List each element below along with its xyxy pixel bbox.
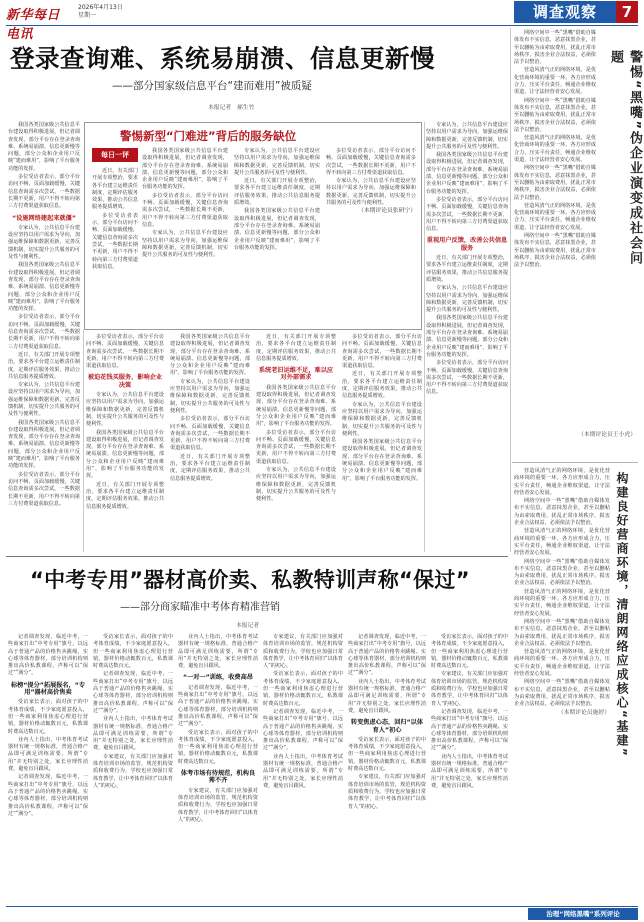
paragraph: 业内人士指出，中考体育考试器材有统一规格标准，普通合格产品即可满足训练需要，所谓“专用”并无特别之处，家长应理性消费，避免盲目跟风。 — [348, 678, 426, 714]
paragraph: 营造风清气正的网络环境，是优化营商环境的重要一环。各方应形成合力，压实平台责任，畅通企业维权渠道，让守法经营者安心发展。 — [514, 528, 610, 557]
paragraph: 近日，有关部门开展专项整治，要求各平台建立运维责任制度，定期评估服务效果，推动公共信息服务提质增效。 — [342, 371, 422, 400]
paragraph: 营造风清气正的网络环境，是优化营商环境的重要一环。各方应形成合力，压实平台责任，畅通企业维权渠道，让守法经营者安心发展。 — [514, 67, 596, 96]
section-head: 标榜“提分”拓展报名，“专用”器材高价售卖 — [10, 681, 86, 697]
commentary-column-2 — [234, 148, 320, 324]
right-divider — [512, 462, 638, 463]
paragraph: 业内人士指出，中考体育考试器材有统一规格标准，普通合格产品即可满足训练需要，所谓“专用”并无特别之处，家长应理性消费，避免盲目跟风。 — [8, 736, 88, 773]
commentary-byline: （本期评论员张研宁） — [358, 208, 416, 215]
section-head: 被迫花钱买服务，影响企业决策 — [87, 374, 163, 389]
paragraph: 多位受访者表示，部分平台访问不畅、页面加载缓慢，关键信息查询需多次尝试，一些数据长期不更新，用户不得不转向第三方付费渠道获取信息。 — [8, 174, 80, 210]
section-head: 系统老旧运维不足，难以应对外部需求 — [258, 367, 334, 382]
paragraph: 记者调查发现，临近中考，一些商家打出“中考专用”旗号，以远高于普通产品的价格售卖跳绳、实心球等体育器材，部分培训机构则推出高价私教课程，声称可以“保过”“满分”。 — [8, 774, 88, 817]
article2-column-6 — [431, 634, 508, 902]
paragraph: 近日，有关部门开展专项整治，要求各平台建立运维责任制度，定期评估服务效果，推动公共信息服务提质增效。 — [234, 178, 320, 207]
paragraph: 受访家长表示，面对孩子的中考体育成绩，不少家庭愿意投入，但一些商家利用焦虑心理进行营销，器材价格动辄数百元，私教课时费高达数百元。 — [93, 634, 173, 670]
paragraph: 营造风清气正的网络环境，是优化营商环境的重要一环。各方应形成合力，压实平台责任，畅通企业维权渠道，让守法经营者安心发展。 — [514, 588, 610, 617]
paragraph: 专家认为，公共信息平台建设应坚持以用户需求为导向，加强运维保障和数据更新，完善反馈机制，切实提升公共服务的可及性与便利性。 — [86, 392, 164, 428]
paragraph: 网络空间中一些“黑嘴”借助自媒体发布不实信息，恶意抹黑企业，甚至以删帖为由索取费用，扰乱正常市场秩序，损害企业合法权益，必须依法予以整治。 — [514, 558, 610, 587]
paragraph: 营造风清气正的网络环境，是优化营商环境的重要一环。各方应形成合力，压实平台责任，畅通企业维权渠道，让守法经营者安心发展。 — [514, 468, 610, 496]
newspaper-logo: 新华每日电讯 — [6, 8, 61, 42]
paragraph: 记者调查发现，临近中考，一些商家打出“中考专用”旗号，以远高于普通产品的价格售卖跳绳、实心球等体育器材，部分培训机构则推出高价私教课程，声称可以“保过”“满分”。 — [178, 684, 258, 728]
paragraph: 记者调查发现，临近中考，一些商家打出“中考专用”旗号，以远高于普通产品的价格售卖跳绳、实心球等体育器材，部分培训机构则推出高价私教课程，声称可以“保过”“满分”。 — [93, 671, 173, 714]
article1-headline: 登录查询难、系统易崩溃、信息更新慢 — [10, 44, 435, 73]
article1-column-6 — [342, 334, 422, 552]
paragraph: 受访家长表示，面对孩子的中考体育成绩，不少家庭愿意投入，但一些商家利用焦虑心理进行营销，器材价格动辄数百元，私教课时费高达数百元。 — [178, 729, 258, 765]
paragraph: 多位受访者表示，部分平台访问不畅、页面加载缓慢，关键信息查询需多次尝试，一些数据长期不更新，用户不得不转向第三方付费渠道获取信息。 — [8, 471, 80, 507]
right-top-byline-wrap — [514, 432, 636, 456]
paragraph: 专家认为，公共信息平台建设应坚持以用户需求为导向，加强运维保障和数据更新，完善反馈机制，切实提升公共服务的可及性与便利性。 — [170, 378, 250, 414]
paragraph: 受访家长表示，面对孩子的中考体育成绩，不少家庭愿意投入，但一些商家利用焦虑心理进行营销，器材价格动辄数百元，私教课时费高达数百元。 — [431, 634, 508, 670]
right-top-byline: （本期评论员王小虎） — [578, 432, 636, 438]
paragraph: 业内人士指出，中考体育考试器材有统一规格标准，普通合格产品即可满足训练需要，所谓“专用”并无特别之处，家长应理性消费，避免盲目跟风。 — [178, 634, 258, 670]
paragraph: 多位受访者表示，部分平台访问不畅、页面加载缓慢，关键信息查询需多次尝试，一些数据长期不更新，用户不得不转向第三方付费渠道获取信息。 — [170, 416, 250, 452]
paragraph: 我国各类国家级公共信息平台建设取得积极进展，但记者调查发现，部分平台存在登录查询难、系统易崩溃、信息更新慢等问题，部分公众和企业用户反映“建而难用”，影响了平台服务功能的发挥。 — [8, 419, 80, 470]
paragraph: 我国各类国家级公共信息平台建设取得积极进展，但记者调查发现，部分平台存在登录查询难、系统易崩溃、信息更新慢等问题，部分公众和企业用户反映“建而难用”，影响了平台服务功能的发挥。 — [142, 148, 228, 191]
article1-byline: 本报记者 郝生竹 — [208, 105, 255, 111]
section-head: “设施网络建起来就僵” — [12, 214, 76, 222]
paragraph: 营造风清气正的网络环境，是优化营商环境的重要一环。各方应形成合力，压实平台责任，畅通企业维权渠道，让守法经营者安心发展。 — [514, 202, 596, 231]
paragraph: 专家认为，公共信息平台建设应坚持以用户需求为导向，加强运维保障和数据更新，完善反馈机制，切实提升公共服务的可及性与便利性。 — [8, 382, 80, 418]
paragraph: 我国各类国家级公共信息平台建设取得积极进展，但记者调查发现，部分平台存在登录查询难、系统易崩溃、信息更新慢等问题，部分公众和企业用户反映“建而难用”，影响了平台服务功能的发挥。 — [170, 334, 250, 377]
paragraph: 我国各类国家级公共信息平台建设取得积极进展，但记者调查发现，部分平台存在登录查询难、系统易崩溃、信息更新慢等问题，部分公众和企业用户反映“建而难用”，影响了平台服务功能的发挥。 — [86, 429, 164, 480]
paragraph: 记者调查发现，临近中考，一些商家打出“中考专用”旗号，以远高于普通产品的价格售卖跳绳、实心球等体育器材，部分培训机构则推出高价私教课程，声称可以“保过”“满分”。 — [8, 634, 88, 677]
paragraph: 业内人士指出，中考体育考试器材有统一规格标准，普通合格产品即可满足训练需要，所谓“专用”并无特别之处，家长应理性消费，避免盲目跟风。 — [263, 753, 343, 789]
paragraph: 营造风清气正的网络环境，是优化营商环境的重要一环。各方应形成合力，压实平台责任，畅通企业维权渠道，让守法经营者安心发展。 — [514, 135, 596, 164]
paragraph: 网络空间中一些“黑嘴”借助自媒体发布不实信息，恶意抹黑企业，甚至以删帖为由索取费用，扰乱正常市场秩序，损害企业合法权益，必须依法予以整治。 — [514, 498, 610, 527]
paragraph: 我国各类国家级公共信息平台建设取得积极进展，但记者调查发现，部分平台存在登录查询难、系统易崩溃、信息更新慢等问题，部分公众和企业用户反映“建而难用”，影响了平台服务功能的发挥。 — [342, 439, 422, 482]
paragraph: 专家认为，公共信息平台建设应坚持以用户需求为导向，加强运维保障和数据更新，完善反馈机制，切实提升公共服务的可及性与便利性。 — [256, 467, 336, 503]
right-top-vertical-head: 警惕“黑嘴”伪企业演变成社会问题 — [608, 50, 642, 267]
paragraph: 记者调查发现，临近中考，一些商家打出“中考专用”旗号，以远高于普通产品的价格售卖跳绳、实心球等体育器材，部分培训机构则推出高价私教课程，声称可以“保过”“满分”。 — [263, 708, 343, 752]
paragraph: 近日，有关部门开展专项整治，要求各平台建立运维责任制度，定期评估服务效果，推动公共信息服务提质增效。 — [86, 481, 164, 510]
paragraph: 专家认为，公共信息平台建设应坚持以用户需求为导向，加强运维保障和数据更新，完善反馈机制，切实提升公共服务的可及性与便利性。 — [426, 285, 508, 314]
article2-byline: 本报记者 — [236, 623, 260, 629]
paragraph: 网络空间中一些“黑嘴”借助自媒体发布不实信息，恶意抹黑企业，甚至以删帖为由索取费用，扰乱正常市场秩序，损害企业合法权益，必须依法予以整治。 — [514, 30, 596, 66]
paragraph: 多位受访者表示，部分平台访问不畅、页面加载缓慢，关键信息查询需多次尝试，一些数据长期不更新，用户不得不转向第三方付费渠道获取信息。 — [426, 360, 508, 396]
column-rule — [510, 28, 511, 552]
paragraph: 专家认为，公共信息平台建设应坚持以用户需求为导向，加强运维保障和数据更新，完善反馈机制，切实提升公共服务的可及性与便利性。 — [234, 148, 320, 176]
date: 2026年4月13日 — [78, 4, 123, 11]
article2-column-5 — [348, 634, 426, 902]
paragraph: 我国各类国家级公共信息平台建设取得积极进展，但记者调查发现，部分平台存在登录查询难、系统易崩溃、信息更新慢等问题，部分公众和企业用户反映“建而难用”，影响了平台服务功能的发挥。 — [426, 152, 508, 195]
paragraph: 专家建议，有关部门应加强对体育培训市场的监管，规范机构资质和收费行为，学校也应加强日常体育教学，让中考体育回归“以体育人”的初心。 — [431, 671, 508, 707]
paragraph: 受访家长表示，面对孩子的中考体育成绩，不少家庭愿意投入，但一些商家利用焦虑心理进行营销，器材价格动辄数百元，私教课时费高达数百元。 — [348, 736, 426, 773]
article1-column-4 — [256, 334, 336, 552]
page-number: 7 — [616, 1, 638, 23]
weekday: 星期一 — [78, 12, 97, 19]
paragraph: 多位受访者表示，部分平台访问不畅、页面加载缓慢，关键信息查询需多次尝试，一些数据长期不更新，用户不得不转向第三方付费渠道获取信息。 — [426, 196, 508, 233]
paragraph: 记者调查发现，临近中考，一些商家打出“中考专用”旗号，以远高于普通产品的价格售卖跳绳、实心球等体育器材，部分培训机构则推出高价私教课程，声称可以“保过”“满分”。 — [348, 634, 426, 677]
section-head: 转变焦虑心态，回归“以体育人”初心 — [350, 719, 424, 734]
article1-column-2 — [86, 334, 164, 552]
paragraph: 近日，有关部门开展专项整治，要求各平台建立运维责任制度，定期评估服务效果，推动公共信息服务提质增效。 — [256, 334, 336, 362]
right-bottom-byline: （本期评论员施婷） — [557, 709, 610, 716]
article2-subheadline: ——部分商家瞄准中考体育精准营销 — [120, 602, 280, 613]
paragraph: 网络空间中一些“黑嘴”借助自媒体发布不实信息，恶意抹黑企业，甚至以删帖为由索取费用，扰乱正常市场秩序，损害企业合法权益，必须依法予以整治。 — [514, 165, 596, 201]
right-bottom-column — [514, 468, 610, 898]
paragraph: 专家建议，有关部门应加强对体育培训市场的监管，规范机构资质和收费行为，学校也应加强日常体育教学，让中考体育回归“以体育人”的初心。 — [348, 774, 426, 810]
paragraph: 多位受访者表示，部分平台访问不畅、页面加载缓慢，关键信息查询需多次尝试，一些数据长期不更新，用户不得不转向第三方付费渠道获取信息。 — [256, 429, 336, 465]
paragraph: 我国各类国家级公共信息平台建设取得积极进展，但记者调查发现，部分平台存在登录查询难、系统易崩溃、信息更新慢等问题，部分公众和企业用户反映“建而难用”，影响了平台服务功能的发挥。 — [426, 315, 508, 358]
paragraph: 受访家长表示，面对孩子的中考体育成绩，不少家庭愿意投入，但一些商家利用焦虑心理进行营销，器材价格动辄数百元，私教课时费高达数百元。 — [8, 699, 88, 735]
article-divider — [6, 556, 508, 557]
paragraph: 专家认为，公共信息平台建设应坚持以用户需求为导向，加强运维保障和数据更新，完善反馈机制，切实提升公共服务的可及性与便利性。 — [142, 230, 228, 259]
article1-column-1 — [8, 122, 80, 552]
article2-column-4 — [263, 634, 343, 902]
paragraph: 专家建议，有关部门应加强对体育培训市场的监管，规范机构资质和收费行为，学校也应加强日常体育教学，让中考体育回归“以体育人”的初心。 — [263, 634, 343, 670]
paragraph: 网络空间中一些“黑嘴”借助自媒体发布不实信息，恶意抹黑企业，甚至以删帖为由索取费用，扰乱正常市场秩序，损害企业合法权益，必须依法予以整治。 — [514, 97, 596, 133]
paragraph: 网络空间中一些“黑嘴”借助自媒体发布不实信息，恶意抹黑企业，甚至以删帖为由索取费用，扰乱正常市场秩序，损害企业合法权益，必须依法予以整治。 — [514, 233, 596, 269]
column-rule — [424, 122, 425, 552]
paragraph: 业内人士指出，中考体育考试器材有统一规格标准，普通合格产品即可满足训练需要，所谓“专用”并无特别之处，家长应理性消费，避免盲目跟风。 — [93, 716, 173, 752]
section-head: 体考市场有待规范，机构良莠不齐 — [180, 770, 256, 785]
right-bottom-vertical-head: 构建良好营商环境，清朗网络应成核心“基建” — [615, 472, 629, 758]
article1-column-5 — [426, 122, 508, 552]
paragraph: 营造风清气正的网络环境，是优化营商环境的重要一环。各方应形成合力，压实平台责任，畅通企业维权渠道，让守法经营者安心发展。 — [514, 649, 610, 678]
paragraph: 多位受访者表示，部分平台访问不畅、页面加载缓慢，关键信息查询需多次尝试，一些数据长期不更新，用户不得不转向第三方付费渠道获取信息。 — [8, 314, 80, 350]
paragraph: 近日，有关部门开展专项整治，要求各平台建立运维责任制度，定期评估服务效果，推动公共信息服务提质增效。 — [8, 351, 80, 380]
paragraph: 专家认为，公共信息平台建设应坚持以用户需求为导向，加强运维保障和数据更新，完善反馈机制，切实提升公共服务的可及性与便利性。 — [8, 224, 80, 261]
article2-column-2 — [93, 634, 173, 902]
commentary-column-0 — [92, 168, 138, 324]
paragraph: 近日，有关部门开展专项整治，要求各平台建立运维责任制度，定期评估服务效果，推动公共信息服务提质增效。 — [92, 168, 138, 211]
column-rule — [83, 330, 84, 552]
footer-divider — [6, 906, 638, 907]
paragraph: 多位受访者表示，部分平台访问不畅、页面加载缓慢，关键信息查询需多次尝试，一些数据长期不更新，用户不得不转向第三方付费渠道获取信息。 — [92, 212, 138, 270]
commentary-column-3 — [326, 148, 416, 324]
masthead-divider — [6, 25, 638, 26]
commentary-title: 警惕新型“门难进”背后的服务缺位 — [120, 129, 297, 143]
paragraph: 受访家长表示，面对孩子的中考体育成绩，不少家庭愿意投入，但一些商家利用焦虑心理进行营销，器材价格动辄数百元，私教课时费高达数百元。 — [263, 671, 343, 707]
paragraph: 专家认为，公共信息平台建设应坚持以用户需求为导向，加强运维保障和数据更新，完善反馈机制，切实提升公共服务的可及性与便利性。 — [342, 401, 422, 437]
paragraph: 专家认为，公共信息平台建设应坚持以用户需求为导向，加强运维保障和数据更新，完善反馈机制，切实提升公共服务的可及性与便利性。 — [426, 122, 508, 150]
article1-subheadline: ——部分国家级信息平台“建而难用”被质疑 — [112, 80, 312, 92]
paragraph: 多位受访者表示，部分平台访问不畅、页面加载缓慢，关键信息查询需多次尝试，一些数据长期不更新，用户不得不转向第三方付费渠道获取信息。 — [342, 334, 422, 370]
issue-date — [78, 4, 123, 20]
section-head: “一对一”训练，收费高昂 — [182, 674, 253, 682]
paragraph: 近日，有关部门开展专项整治，要求各平台建立运维责任制度，定期评估服务效果，推动公共信息服务提质增效。 — [426, 255, 508, 283]
paragraph: 多位受访者表示，部分平台访问不畅、页面加载缓慢，关键信息查询需多次尝试，一些数据长期不更新，用户不得不转向第三方付费渠道获取信息。 — [86, 334, 164, 370]
paragraph: 专家建议，有关部门应加强对体育培训市场的监管，规范机构资质和收费行为，学校也应加强日常体育教学，让中考体育回归“以体育人”的初心。 — [93, 753, 173, 789]
section-title: 调查观察 — [514, 1, 616, 23]
paragraph: 网络空间中一些“黑嘴”借助自媒体发布不实信息，恶意抹黑企业，甚至以删帖为由索取费用，扰乱正常市场秩序，损害企业合法权益，必须依法予以整治。 — [514, 679, 610, 708]
paragraph: 专家认为，公共信息平台建设应坚持以用户需求为导向，加强运维保障和数据更新，完善反馈机制，切实提升公共服务的可及性与便利性。 — [326, 178, 416, 207]
section-head: 重视用户反馈，改善公共信息服务 — [426, 237, 508, 252]
article1-column-3 — [170, 334, 250, 552]
article2-column-3 — [178, 634, 258, 902]
paragraph: 多位受访者表示，部分平台访问不畅、页面加载缓慢，关键信息查询需多次尝试，一些数据长期不更新，用户不得不转向第三方付费渠道获取信息。 — [142, 192, 228, 228]
paragraph: 专家建议，有关部门应加强对体育培训市场的监管，规范机构资质和收费行为，学校也应加强日常体育教学，让中考体育回归“以体育人”的初心。 — [178, 787, 258, 823]
commentary-tag: 每日一评 — [92, 148, 138, 162]
paragraph: 我国各类国家级公共信息平台建设取得积极进展，但记者调查发现，部分平台存在登录查询难、系统易崩溃、信息更新慢等问题，部分公众和企业用户反映“建而难用”，影响了平台服务功能的发挥。 — [234, 208, 320, 251]
paragraph: 业内人士指出，中考体育考试器材有统一规格标准，普通合格产品即可满足训练需要，所谓“专用”并无特别之处，家长应理性消费，避免盲目跟风。 — [431, 753, 508, 789]
paragraph: 多位受访者表示，部分平台访问不畅、页面加载缓慢，关键信息查询需多次尝试，一些数据长期不更新，用户不得不转向第三方付费渠道获取信息。 — [326, 148, 416, 176]
right-top-column — [514, 30, 596, 430]
commentary-column-1 — [142, 148, 228, 324]
series-tag: 治理“网络黑嘴”系列评论 — [528, 908, 638, 920]
paragraph: 我国各类国家级公共信息平台建设取得积极进展，但记者调查发现，部分平台存在登录查询难、系统易崩溃、信息更新慢等问题，部分公众和企业用户反映“建而难用”，影响了平台服务功能的发挥。 — [8, 122, 80, 172]
article2-headline: “中考专用”器材高价卖、私教特训声称“保过” — [30, 568, 470, 592]
paragraph: 我国各类国家级公共信息平台建设取得积极进展，但记者调查发现，部分平台存在登录查询难、系统易崩溃、信息更新慢等问题，部分公众和企业用户反映“建而难用”，影响了平台服务功能的发挥。 — [8, 262, 80, 313]
paragraph: 我国各类国家级公共信息平台建设取得积极进展，但记者调查发现，部分平台存在登录查询难、系统易崩溃、信息更新慢等问题，部分公众和企业用户反映“建而难用”，影响了平台服务功能的发挥。 — [256, 384, 336, 428]
paragraph: 近日，有关部门开展专项整治，要求各平台建立运维责任制度，定期评估服务效果，推动公共信息服务提质增效。 — [170, 453, 250, 482]
paragraph: 记者调查发现，临近中考，一些商家打出“中考专用”旗号，以远高于普通产品的价格售卖跳绳、实心球等体育器材，部分培训机构则推出高价私教课程，声称可以“保过”“满分”。 — [431, 708, 508, 752]
paragraph: 网络空间中一些“黑嘴”借助自媒体发布不实信息，恶意抹黑企业，甚至以删帖为由索取费用，扰乱正常市场秩序，损害企业合法权益，必须依法予以整治。 — [514, 618, 610, 647]
article2-column-1 — [8, 634, 88, 902]
